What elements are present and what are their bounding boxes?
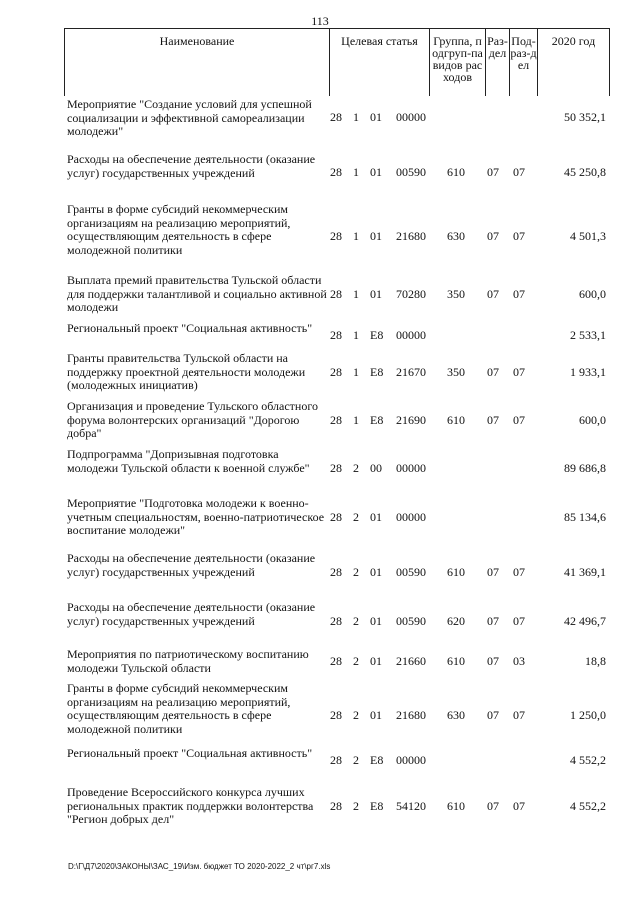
cell-pr: 07	[513, 413, 525, 427]
cell-amount: 18,8	[585, 654, 606, 668]
cell-c4: 00000	[396, 328, 426, 342]
cell-c2: 2	[353, 654, 359, 668]
cell-pr: 07	[513, 165, 525, 179]
cell-c1: 28	[330, 654, 342, 668]
cell-c3: E8	[370, 365, 384, 379]
cell-c4: 54120	[396, 799, 426, 813]
cell-c3: 01	[370, 287, 382, 301]
cell-grp: 610	[447, 413, 465, 427]
cell-grp: 610	[447, 654, 465, 668]
cell-pr: 07	[513, 799, 525, 813]
cell-amount: 45 250,8	[564, 165, 606, 179]
cell-amount: 85 134,6	[564, 510, 606, 524]
cell-c4: 00000	[396, 461, 426, 475]
cell-name: Гранты правительства Тульской области на поддержку проектной деятельности молодежи (молодежных инициатив)	[67, 351, 306, 392]
cell-grp: 610	[447, 799, 465, 813]
file-path-footer: D:\Г\Д7\2020\ЗАКОНЫ\ЗАС_19\Изм. бюджет ТО 2020-2022_2 чт\рг7.xls	[68, 862, 331, 871]
cell-amount: 4 501,3	[570, 229, 606, 243]
cell-c4: 00000	[396, 510, 426, 524]
cell-c3: 01	[370, 229, 382, 243]
cell-grp: 630	[447, 708, 465, 722]
cell-name: Организация и проведение Тульского областного форума волонтерских организаций "Дорогою добра"	[67, 399, 318, 440]
cell-c2: 1	[353, 229, 359, 243]
cell-pr: 07	[513, 565, 525, 579]
cell-grp: 620	[447, 614, 465, 628]
cell-c2: 1	[353, 365, 359, 379]
cell-c2: 1	[353, 287, 359, 301]
cell-c1: 28	[330, 165, 342, 179]
header-target: Целевая статья	[330, 28, 430, 96]
cell-c2: 2	[353, 565, 359, 579]
cell-c4: 00000	[396, 753, 426, 767]
cell-grp: 610	[447, 165, 465, 179]
cell-c1: 28	[330, 708, 342, 722]
cell-amount: 41 369,1	[564, 565, 606, 579]
cell-c2: 1	[353, 413, 359, 427]
cell-pr: 03	[513, 654, 525, 668]
header-razdel: Раз-дел	[486, 28, 510, 96]
cell-c4: 21660	[396, 654, 426, 668]
cell-c1: 28	[330, 328, 342, 342]
cell-amount: 1 933,1	[570, 365, 606, 379]
cell-amount: 1 250,0	[570, 708, 606, 722]
cell-c3: 00	[370, 461, 382, 475]
cell-c1: 28	[330, 614, 342, 628]
cell-c1: 28	[330, 461, 342, 475]
header-group: Группа, подгруп-па видов расходов	[430, 28, 486, 96]
cell-rz: 07	[487, 287, 499, 301]
cell-name: Расходы на обеспечение деятельности (оказание услуг) государственных учреждений	[67, 551, 316, 579]
cell-c4: 00590	[396, 165, 426, 179]
cell-amount: 4 552,2	[570, 799, 606, 813]
cell-amount: 2 533,1	[570, 328, 606, 342]
cell-amount: 600,0	[579, 413, 606, 427]
cell-pr: 07	[513, 614, 525, 628]
cell-c2: 2	[353, 510, 359, 524]
cell-c2: 1	[353, 110, 359, 124]
cell-name: Гранты в форме субсидий некоммерческим организациям на реализацию мероприятий, осуществляющим деятельность в сфере молодежной политики	[67, 202, 291, 257]
cell-rz: 07	[487, 365, 499, 379]
cell-pr: 07	[513, 229, 525, 243]
cell-rz: 07	[487, 229, 499, 243]
cell-c3: E8	[370, 753, 384, 767]
cell-c1: 28	[330, 287, 342, 301]
cell-c1: 28	[330, 110, 342, 124]
cell-c1: 28	[330, 229, 342, 243]
cell-name: Расходы на обеспечение деятельности (оказание услуг) государственных учреждений	[67, 152, 316, 180]
cell-name: Мероприятие "Создание условий для успешной социализации и эффективной самореализации молодежи"	[67, 97, 312, 138]
cell-c3: E8	[370, 413, 384, 427]
cell-pr: 07	[513, 365, 525, 379]
cell-rz: 07	[487, 565, 499, 579]
cell-name: Региональный проект "Социальная активность"	[67, 321, 313, 335]
cell-rz: 07	[487, 708, 499, 722]
cell-name: Мероприятия по патриотическому воспитанию молодежи Тульской области	[67, 647, 309, 675]
cell-c1: 28	[330, 365, 342, 379]
cell-c4: 70280	[396, 287, 426, 301]
cell-name: Гранты в форме субсидий некоммерческим организациям на реализацию мероприятий, осуществляющим деятельность в сфере молодежной политики	[67, 681, 291, 736]
cell-c2: 1	[353, 328, 359, 342]
cell-c4: 00590	[396, 565, 426, 579]
cell-amount: 600,0	[579, 287, 606, 301]
cell-c3: 01	[370, 614, 382, 628]
cell-c2: 2	[353, 708, 359, 722]
cell-amount: 89 686,8	[564, 461, 606, 475]
cell-c1: 28	[330, 510, 342, 524]
cell-c3: 01	[370, 565, 382, 579]
cell-c4: 21670	[396, 365, 426, 379]
cell-c2: 1	[353, 165, 359, 179]
cell-c3: 01	[370, 165, 382, 179]
cell-c2: 2	[353, 799, 359, 813]
cell-c4: 21680	[396, 229, 426, 243]
page-number: 113	[311, 14, 329, 28]
cell-rz: 07	[487, 413, 499, 427]
cell-c1: 28	[330, 565, 342, 579]
header-podrazdel: Под-раз-дел	[510, 28, 538, 96]
cell-amount: 50 352,1	[564, 110, 606, 124]
cell-name: Расходы на обеспечение деятельности (оказание услуг) государственных учреждений	[67, 600, 316, 628]
cell-rz: 07	[487, 654, 499, 668]
cell-name: Мероприятие "Подготовка молодежи к военно-учетным специальностям, военно-патриотическое воспитание молодежи"	[67, 496, 325, 537]
cell-name: Проведение Всероссийского конкурса лучших региональных практик поддержки волонтерства "Регион добрых дел"	[67, 785, 314, 826]
cell-c4: 00000	[396, 110, 426, 124]
cell-c2: 2	[353, 614, 359, 628]
cell-grp: 630	[447, 229, 465, 243]
cell-c3: E8	[370, 328, 384, 342]
cell-c2: 2	[353, 753, 359, 767]
cell-name: Выплата премий правительства Тульской области для поддержки талантливой и социально активной молодежи	[67, 273, 327, 314]
cell-amount: 4 552,2	[570, 753, 606, 767]
cell-grp: 610	[447, 565, 465, 579]
cell-name: Подпрограмма "Допризывная подготовка молодежи Тульской области к военной службе"	[67, 447, 310, 475]
cell-c4: 21680	[396, 708, 426, 722]
cell-c3: 01	[370, 110, 382, 124]
header-name: Наименование	[64, 28, 330, 96]
cell-c1: 28	[330, 799, 342, 813]
cell-c3: 01	[370, 510, 382, 524]
cell-grp: 350	[447, 287, 465, 301]
cell-grp: 350	[447, 365, 465, 379]
cell-c1: 28	[330, 413, 342, 427]
cell-c3: E8	[370, 799, 384, 813]
cell-rz: 07	[487, 165, 499, 179]
cell-pr: 07	[513, 287, 525, 301]
cell-c4: 21690	[396, 413, 426, 427]
header-year: 2020 год	[538, 28, 610, 96]
cell-name: Региональный проект "Социальная активность"	[67, 746, 313, 760]
cell-amount: 42 496,7	[564, 614, 606, 628]
cell-c2: 2	[353, 461, 359, 475]
cell-c3: 01	[370, 654, 382, 668]
cell-pr: 07	[513, 708, 525, 722]
cell-c1: 28	[330, 753, 342, 767]
cell-rz: 07	[487, 614, 499, 628]
cell-c4: 00590	[396, 614, 426, 628]
cell-c3: 01	[370, 708, 382, 722]
cell-rz: 07	[487, 799, 499, 813]
